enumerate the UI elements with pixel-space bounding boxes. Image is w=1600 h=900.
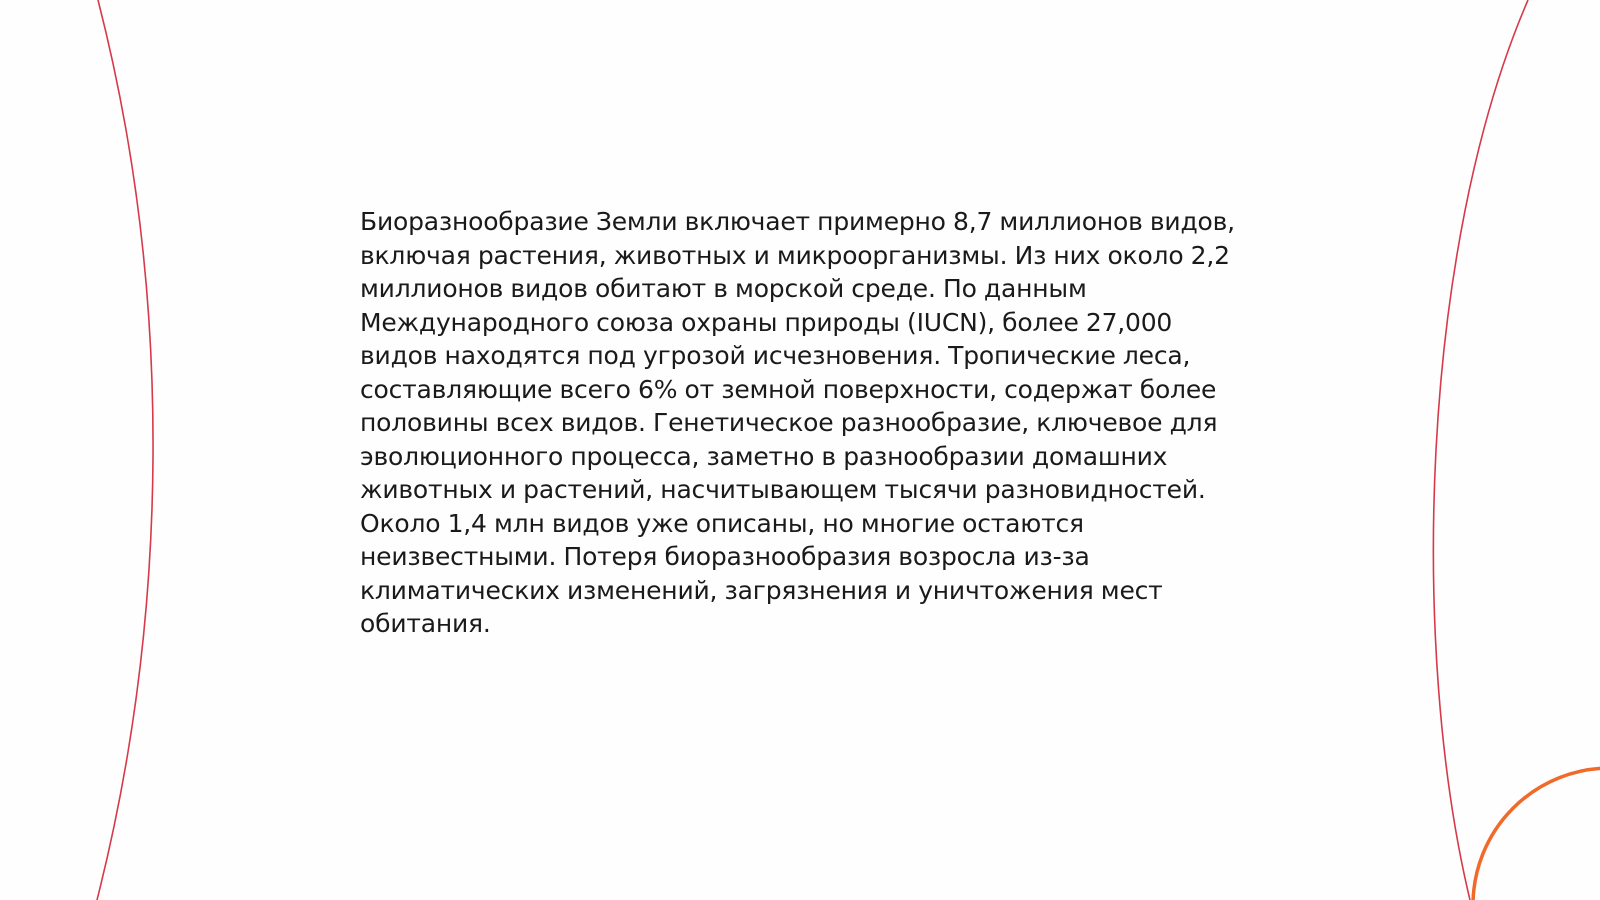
right-curve (1433, 0, 1528, 900)
body-paragraph: Биоразнообразие Земли включает примерно 8,7 миллионов видов, включая растения, животных и микроорганизмы. Из них около 2,2 миллионов видов обитают в морской среде. По данным Международного союза охраны природы (IUCN), более 27,000 видов находятся под угрозой исчезновения. Тропические леса, составляющие всего 6% от земной поверхности, содержат более половины всех видов. Генетическое разнообразие, ключевое для эволюционного процесса, заметно в разнообразии домашних животных и растений, насчитывающем тысячи разновидностей. Около 1,4 млн видов уже описаны, но многие остаются неизвестными. Потеря биоразнообразия возросла из-за климатических изменений, загрязнения и уничтожения мест обитания. (360, 207, 1235, 638)
accent-circle (1473, 768, 1600, 900)
left-curve (97, 0, 153, 900)
